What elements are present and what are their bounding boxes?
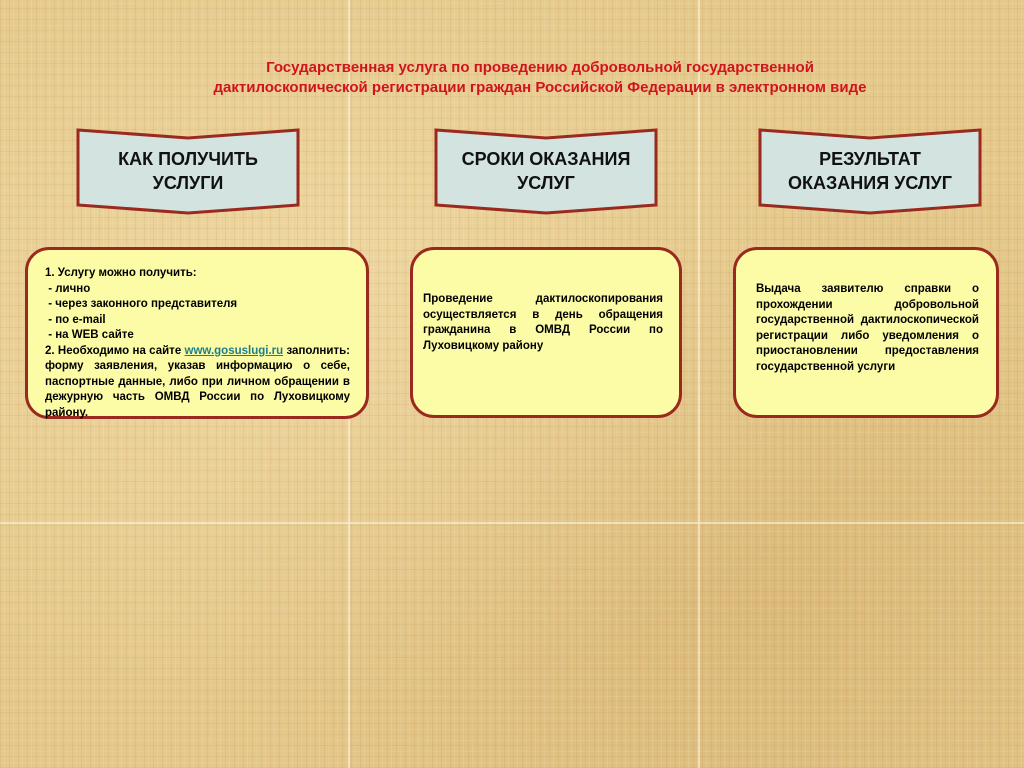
card-step-2-text: заполнить: форму заявления, указав информацию о себе, паспортные данные, либо при личном обращении в дежурную часть ОМВД России по Луховицкому району. (45, 344, 350, 419)
header-label: РЕЗУЛЬТАТ (819, 149, 921, 169)
card-line: - на WEB сайте (45, 329, 134, 341)
card-line: - по e-mail (45, 313, 106, 326)
title-line-1: Государственная услуга по проведению добровольной государственной (266, 59, 814, 76)
background-grid-line (698, 0, 700, 768)
card-line: - через законного представителя (45, 298, 238, 310)
card-step-2-prefix: 2. Необходимо на сайте (45, 344, 182, 357)
header-label: УСЛУГ (517, 173, 575, 193)
background-grid-line (0, 522, 1024, 524)
card-line: 1. Услугу можно получить: (45, 267, 197, 279)
gosuslugi-link[interactable]: www.gosuslugi.ru (184, 344, 284, 357)
header-result (758, 127, 982, 215)
header-terms (434, 127, 658, 215)
card-text: Проведение дактилоскопирования осуществляется в день обращения гражданина в ОМВД России по Луховицкому району (423, 293, 663, 352)
header-label: СРОКИ ОКАЗАНИЯ (461, 149, 631, 169)
header-label: ОКАЗАНИЯ УСЛУГ (788, 173, 952, 193)
header-label: КАК ПОЛУЧИТЬ (118, 149, 258, 169)
header-how-to-get (76, 127, 300, 215)
header-label: УСЛУГИ (152, 173, 224, 193)
card-line: - лично (45, 282, 91, 295)
card-how-to-get (25, 247, 369, 419)
title-line-2: дактилоскопической регистрации граждан Российской Федерации в электронном виде (213, 79, 867, 96)
card-step-2 (45, 344, 350, 422)
card-result (733, 247, 999, 418)
card-terms (410, 247, 682, 418)
page-title (120, 58, 960, 98)
card-text: Выдача заявителю справки о прохождении добровольной государственной дактилоскопической регистрации либо уведомления о приостановлении предоставления государственной услуги (756, 283, 979, 373)
